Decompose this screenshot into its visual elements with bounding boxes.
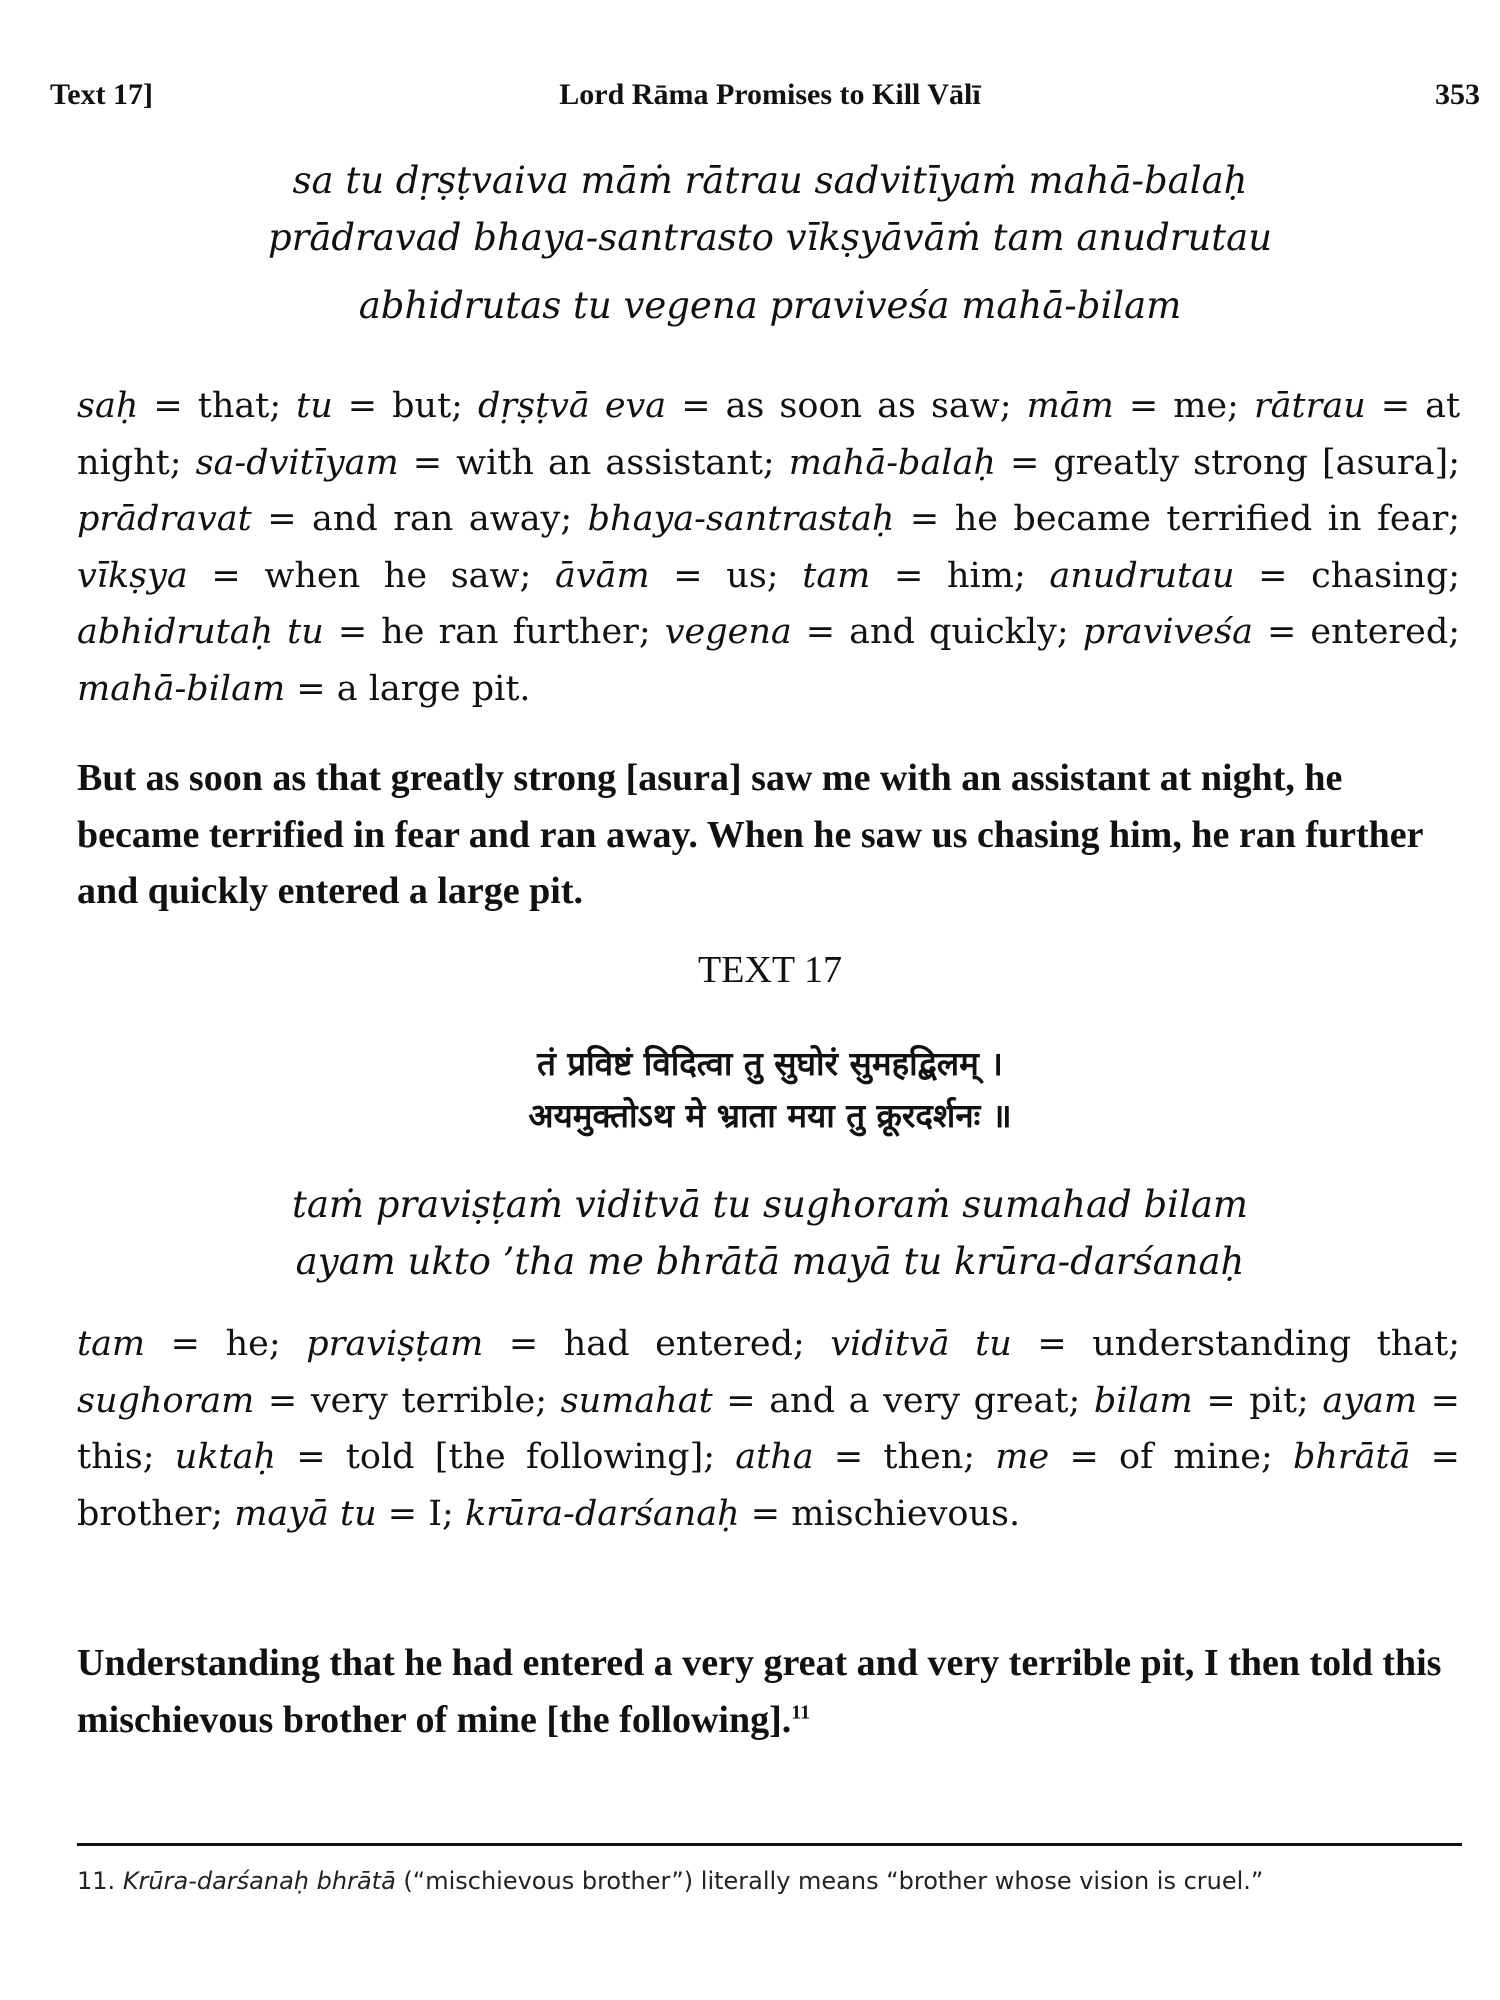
synonyms-16: saḥ = that; tu = but; dṛṣṭvā eva = as soon as saw; mām = me; rātrau = at night; sa-dvitīyam = with an assistant; mahā-balaḥ = greatly strong [asura]; prādravat = and ran away; bhaya-santrastaḥ = he became terrified in fear; vīkṣya = when he saw; āvām = us; tam = him; anudrutau = chasing; abhidrutaḥ tu = he ran further; vegena = and quickly; praviveśa = entered; mahā-bilam = a large pit. [77, 386, 1461, 709]
synonym-term: mahā-bilam [77, 668, 286, 709]
synonyms-17: tam = he; praviṣṭam = had entered; viditvā tu = understanding that; sughoram = very terrible; sumahat = and a very great; bilam = pit; ayam = this; uktaḥ = told [the following]; atha = then; me = of mine; bhrātā = brother; mayā tu = I; krūra-darśanaḥ = mischievous. [77, 1324, 1461, 1534]
synonym-meaning: of mine [1119, 1437, 1261, 1477]
synonym-meaning: that [197, 386, 270, 426]
synonym-term: ayam [1322, 1380, 1418, 1421]
synonym-term: mahā-balaḥ [788, 442, 996, 483]
synonym-meaning: us [726, 555, 767, 596]
synonym-meaning: mischievous. [791, 1493, 1021, 1534]
synonym-term: rātrau [1253, 386, 1366, 426]
running-header [50, 78, 1490, 118]
footnote-text: (“mischievous brother”) literally means “brother whose vision is cruel.” [395, 1867, 1264, 1895]
synonym-term: uktaḥ [174, 1437, 277, 1477]
verse-line: abhidrutas tu vegena praviveśa mahā-bilam [358, 284, 1182, 327]
synonym-meaning: understanding that [1092, 1324, 1449, 1364]
footnote-divider [77, 1843, 1462, 1846]
synonym-term: saḥ [77, 386, 139, 426]
synonym-meaning: had entered [563, 1324, 793, 1364]
synonym-term: sumahat [560, 1380, 713, 1421]
synonym-term: abhidrutaḥ tu [77, 612, 324, 652]
synonym-meaning: at night [77, 386, 1461, 483]
translation-17-text: Understanding that he had entered a very great and very terrible pit, I then told this mischievous brother of mine [the following]. [77, 1642, 1442, 1741]
synonym-term: prādravat [77, 499, 252, 539]
synonym-meaning: and a very great [769, 1380, 1069, 1421]
synonym-meaning: then [883, 1437, 964, 1477]
synonym-meaning: he became terrified in fear [954, 499, 1449, 539]
synonym-term: sughoram [77, 1380, 255, 1421]
synonym-term: anudrutau [1049, 555, 1235, 596]
verse-line: sa tu dṛṣṭvaiva māṁ rātrau sadvitīyaṁ mahā-balaḥ [292, 159, 1248, 202]
synonym-term: bhaya-santrastaḥ [587, 499, 895, 539]
synonym-meaning: but [392, 386, 452, 426]
text-17-heading: TEXT 17 [698, 949, 842, 991]
synonym-meaning: I [428, 1493, 443, 1534]
synonym-meaning: and quickly [849, 612, 1057, 652]
synonym-meaning: he ran further [381, 612, 639, 652]
footnote-marker: 11 [791, 1700, 811, 1723]
synonym-meaning: told [the following] [345, 1437, 704, 1477]
verse-17-transliteration [60, 1176, 1480, 1290]
synonym-term: praviveśa [1082, 612, 1253, 652]
header-section-label: Text 17] [50, 78, 154, 111]
verse-16-transliteration [60, 152, 1480, 334]
synonym-meaning: this [77, 1437, 143, 1477]
synonym-meaning: pit [1249, 1380, 1297, 1421]
header-chapter-title: Lord Rāma Promises to Kill Vālī [559, 78, 981, 111]
synonym-term: bilam [1093, 1380, 1193, 1421]
synonym-term: dṛṣṭvā eva [477, 386, 667, 426]
synonym-term: tam [802, 555, 871, 596]
synonym-meaning: as soon as saw [725, 386, 1000, 426]
synonym-term: mām [1026, 386, 1114, 426]
synonym-meaning: and ran away [312, 499, 561, 539]
synonym-meaning: me [1173, 386, 1228, 426]
footnote-number: 11. [77, 1867, 116, 1895]
verse-line: ayam ukto ’tha me bhrātā mayā tu krūra-darśanaḥ [295, 1240, 1245, 1283]
verse-17-devanagari [60, 1038, 1480, 1142]
verse-line: taṁ praviṣṭaṁ viditvā tu sughoraṁ sumahad bilam [291, 1183, 1248, 1226]
verse-line: prādravad bhaya-santrasto vīkṣyāvāṁ tam anudrutau [267, 216, 1273, 259]
synonym-term: tam [77, 1324, 146, 1364]
synonym-meaning: when he saw [264, 555, 520, 596]
synonym-term: tu [296, 386, 333, 426]
synonym-term: vīkṣya [77, 555, 188, 596]
synonym-term: bhrātā [1292, 1437, 1411, 1477]
translation-16: But as soon as that greatly strong [asura] saw me with an assistant at night, he became terrified in fear and ran away. When he saw us chasing him, he ran further and quickly entered a large pit. [77, 757, 1423, 912]
synonym-meaning: very terrible [310, 1380, 536, 1421]
page-number: 353 [1435, 78, 1480, 111]
synonym-meaning: him [947, 555, 1014, 596]
synonym-term: vegena [664, 612, 792, 652]
footnote [77, 1860, 1462, 1902]
synonym-meaning: chasing [1311, 555, 1449, 596]
synonym-meaning: he [225, 1324, 269, 1364]
devanagari-line: अयमुक्तोऽथ मे भ्राता मया तु क्रूरदर्शनः ॥ [528, 1096, 1012, 1135]
synonym-term: atha [735, 1437, 814, 1477]
synonym-term: praviṣṭam [306, 1324, 484, 1364]
synonym-meaning: brother [77, 1493, 212, 1534]
synonym-meaning: entered [1310, 612, 1449, 652]
synonym-term: me [995, 1437, 1050, 1477]
translation-17 [77, 1635, 1462, 1748]
synonym-term: krūra-darśanaḥ [464, 1493, 740, 1534]
footnote-term: Krūra-darśanaḥ bhrātā [122, 1867, 396, 1895]
synonym-meaning: with an assistant [456, 442, 763, 483]
synonym-term: viditvā tu [830, 1324, 1012, 1364]
synonym-term: mayā tu [234, 1493, 377, 1534]
devanagari-line: तं प्रविष्टं विदित्वा तु सुघोरं सुमहद्बिलम् । [537, 1044, 1003, 1083]
synonym-meaning: a large pit. [336, 668, 531, 709]
synonym-term: āvām [554, 555, 650, 596]
synonym-meaning: greatly strong [asura] [1053, 442, 1449, 483]
synonym-term: sa-dvitīyam [195, 442, 399, 483]
